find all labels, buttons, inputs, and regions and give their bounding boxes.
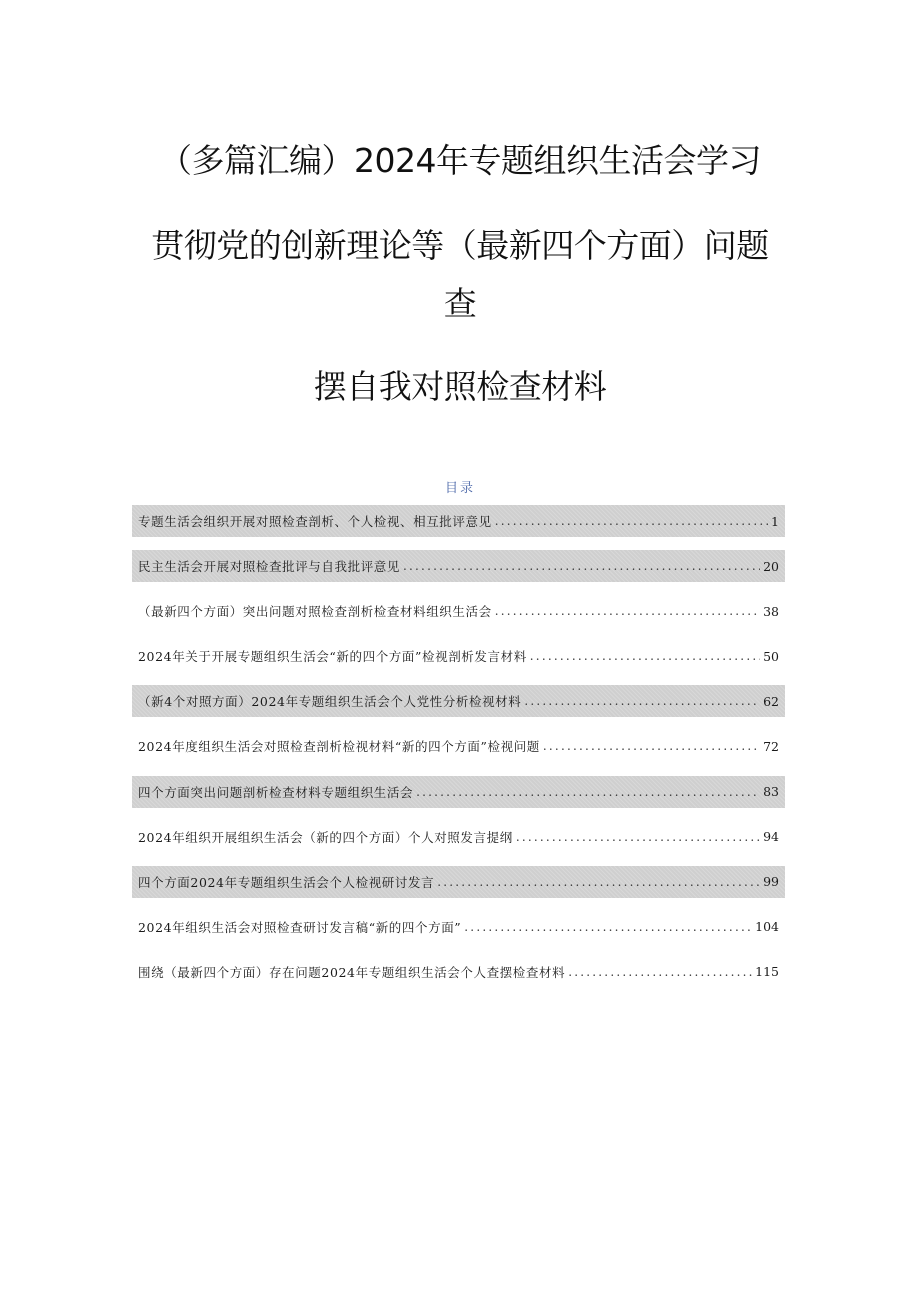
toc-entry-page-number: 62 [763,693,779,709]
toc-entry-page-number: 99 [763,874,779,890]
toc-entry-page-number: 38 [763,603,779,619]
toc-dot-leader [464,920,752,934]
toc-entry-title: 2024年关于开展专题组织生活会“新的四个方面”检视剖析发言材料 [138,649,527,665]
toc-dot-leader [403,559,760,573]
toc-entry[interactable] [132,821,785,853]
toc-dot-leader [437,875,760,889]
toc-dot-leader [530,649,760,663]
toc-entry[interactable] [132,505,785,537]
toc-entry[interactable] [132,640,785,672]
toc-dot-leader [568,965,752,979]
toc-entry[interactable] [132,866,785,898]
toc-entry-title: 专题生活会组织开展对照检查剖析、个人检视、相互批评意见 [138,514,492,529]
toc-entry-title: （新4个对照方面）2024年专题组织生活会个人党性分析检视材料 [138,694,522,710]
toc-dot-leader [524,694,760,708]
toc-entry[interactable] [132,776,785,808]
toc-entry-page-number: 94 [763,829,779,845]
toc-entry-title: 四个方面2024年专题组织生活会个人检视研讨发言 [138,874,435,890]
toc-entry-title: （最新四个方面）突出问题对照检查剖析检查材料组织生活会 [138,604,492,620]
toc-entry-title: 2024年度组织生活会对照检查剖析检视材料“新的四个方面”检视问题 [138,739,540,755]
toc-entry-page-number: 1 [771,513,779,529]
toc-entry-page-number: 72 [763,738,779,754]
toc-entry[interactable] [132,550,785,582]
toc-entry-title: 2024年组织生活会对照检查研讨发言稿“新的四个方面” [138,919,462,935]
toc-entry-page-number: 115 [755,964,779,980]
toc-entry-title: 2024年组织开展组织生活会（新的四个方面）个人对照发言提纲 [138,829,513,845]
toc-entry-page-number: 20 [763,558,779,574]
toc-entry-title: 围绕（最新四个方面）存在问题2024年专题组织生活会个人查摆检查材料 [138,964,566,980]
toc-heading: 目录 [444,481,475,496]
toc-entry-page-number: 104 [755,919,779,935]
toc-dot-leader [516,830,760,844]
toc-entry-page-number: 50 [763,648,779,664]
document-title-line-3: 查 [443,284,477,323]
document-title-line-4: 摆自我对照检查材料 [313,367,607,406]
toc-entry-title: 四个方面突出问题剖析检查材料专题组织生活会 [138,784,414,800]
document-title-line-2: 贯彻党的创新理论等（最新四个方面）问题 [151,226,769,265]
toc-entry[interactable] [132,685,785,717]
toc-entry[interactable] [132,956,785,988]
toc-entry-page-number: 83 [763,784,779,800]
toc-dot-leader [495,604,760,618]
toc-entry[interactable] [132,595,785,627]
table-of-contents [132,505,785,1001]
toc-dot-leader [495,514,768,528]
toc-dot-leader [543,739,760,753]
toc-dot-leader [416,785,760,799]
document-title-line-1: （多篇汇编）2024年专题组织生活会学习 [159,141,761,180]
toc-entry[interactable] [132,911,785,943]
toc-entry-title: 民主生活会开展对照检查批评与自我批评意见 [138,559,401,575]
toc-entry[interactable] [132,730,785,762]
